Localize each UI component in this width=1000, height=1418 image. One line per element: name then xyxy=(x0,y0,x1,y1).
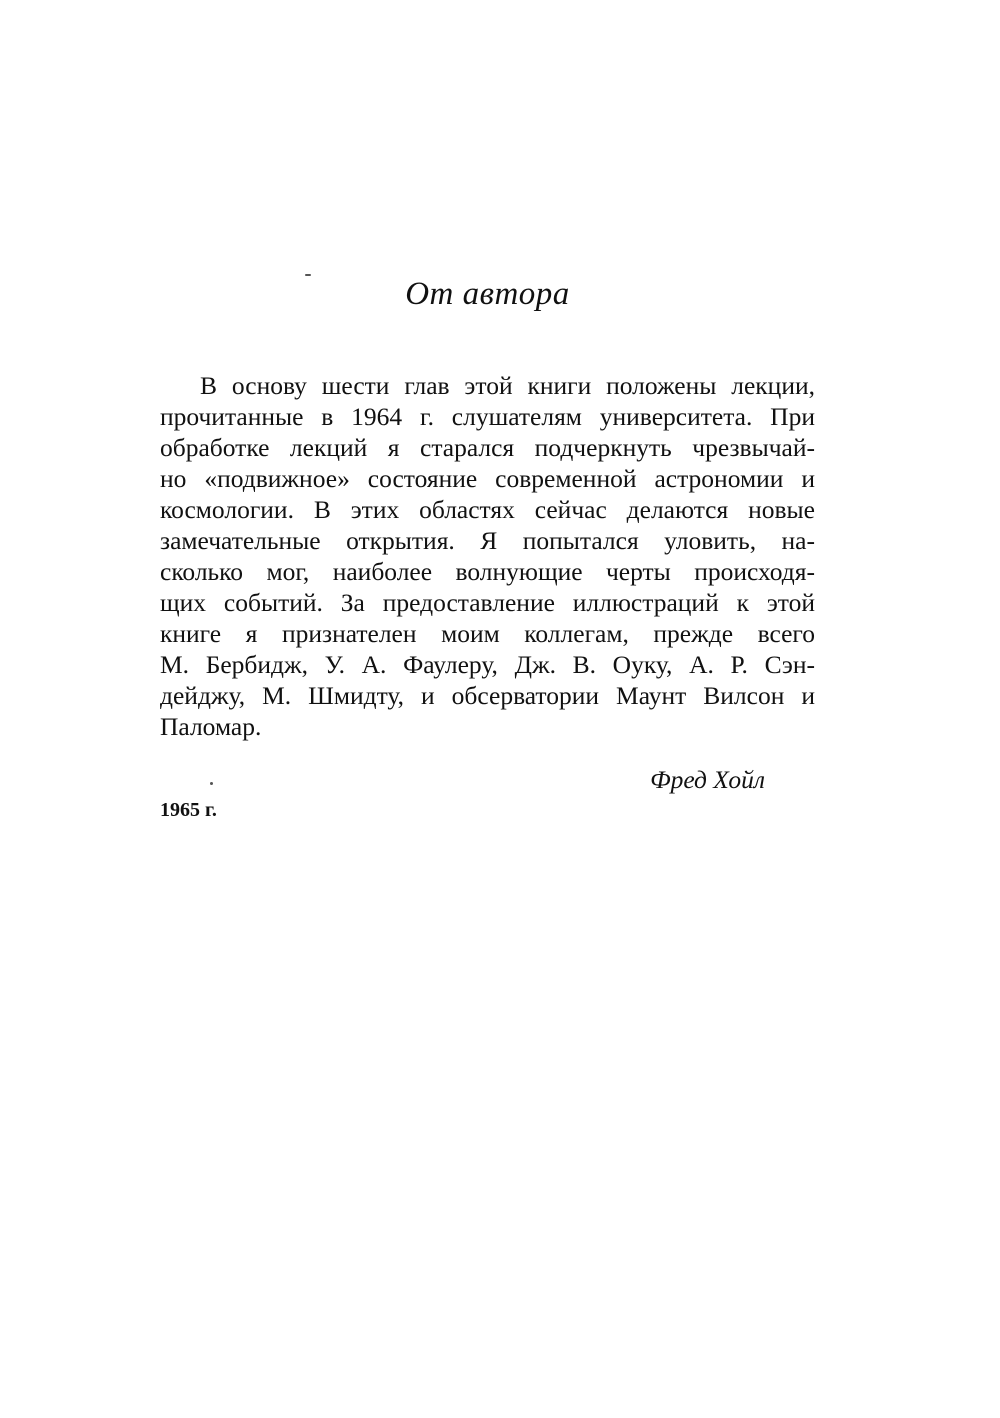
text-line: М. Бербидж, У. А. Фаулеру, Дж. В. Оуку, А. Р. Сэн- xyxy=(160,650,815,679)
text-line: Паломар. xyxy=(160,712,262,741)
author-signature: Фред Хойл xyxy=(650,765,765,794)
preface-text xyxy=(160,370,815,742)
text-line: прочитанные в 1964 г. слушателям университета. При xyxy=(160,402,815,431)
text-line: сколько мог, наиболее волнующие черты происходя- xyxy=(160,557,815,586)
page-title: От автора xyxy=(405,276,570,312)
date-line: 1965 г. xyxy=(160,799,217,821)
text-line: космологии. В этих областях сейчас делаются новые xyxy=(160,495,815,524)
text-line: но «подвижное» состояние современной астрономии и xyxy=(160,464,815,493)
text-line: щих событий. За предоставление иллюстраций к этой xyxy=(160,588,815,617)
text-line: книге я признателен моим коллегам, прежде всего xyxy=(160,619,815,648)
text-line: В основу шести глав этой книги положены лекции, xyxy=(200,371,815,400)
text-line: обработке лекций я старался подчеркнуть чрезвычай- xyxy=(160,433,815,462)
print-speck xyxy=(210,782,213,785)
text-line: замечательные открытия. Я попытался уловить, на- xyxy=(160,526,815,555)
text-line: дейджу, М. Шмидту, и обсерватории Маунт Вилсон и xyxy=(160,681,815,710)
